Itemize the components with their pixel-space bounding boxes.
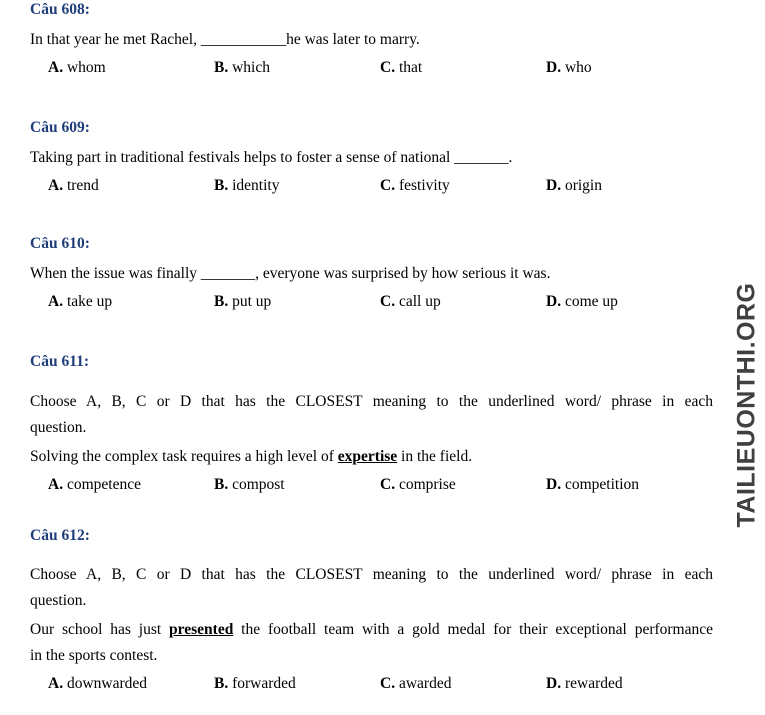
option-letter: B. xyxy=(214,675,229,692)
option-letter: A. xyxy=(48,59,64,76)
option-text: awarded xyxy=(395,675,452,692)
option-b[interactable] xyxy=(214,472,285,498)
option-a[interactable] xyxy=(48,55,106,81)
blank: _______ xyxy=(200,265,256,282)
question-612 xyxy=(30,526,713,697)
stem-text: in the field. xyxy=(397,448,473,465)
question-stem-continued: in the sports contest. xyxy=(30,647,158,664)
answer-options xyxy=(30,55,713,81)
option-text: compost xyxy=(228,476,285,493)
answer-options xyxy=(30,289,713,315)
blank: _______ xyxy=(454,149,509,166)
option-text: rewarded xyxy=(561,675,623,692)
answer-options xyxy=(30,472,713,498)
option-d[interactable] xyxy=(546,289,618,315)
option-d[interactable] xyxy=(546,472,639,498)
option-letter: B. xyxy=(214,59,229,76)
option-text: festivity xyxy=(395,177,450,194)
option-text: identity xyxy=(228,177,280,194)
option-letter: A. xyxy=(48,177,64,194)
option-letter: A. xyxy=(48,675,64,692)
option-b[interactable] xyxy=(214,173,279,199)
option-letter: C. xyxy=(380,177,396,194)
option-c[interactable] xyxy=(380,289,441,315)
stem-text: , everyone was surprised by how serious it was. xyxy=(255,265,551,282)
option-c[interactable] xyxy=(380,55,422,81)
stem-text: When the issue was finally xyxy=(30,265,201,282)
question-number: Câu 610: xyxy=(30,235,90,252)
watermark xyxy=(724,282,765,528)
option-letter: C. xyxy=(380,293,396,310)
stem-text: Solving the complex task requires a high level of xyxy=(30,448,338,465)
watermark-text: TAILIEUONTHI.ORG xyxy=(732,282,761,528)
blank: ___________ xyxy=(200,31,287,48)
underlined-word: presented xyxy=(169,621,234,638)
question-609 xyxy=(30,118,713,199)
stem-text: . xyxy=(508,149,513,166)
question-stem xyxy=(30,145,713,171)
option-letter: D. xyxy=(546,59,562,76)
option-text: competition xyxy=(561,476,639,493)
option-a[interactable] xyxy=(48,671,147,697)
stem-text: Taking part in traditional festivals helps to foster a sense of national xyxy=(30,149,455,166)
option-text: come up xyxy=(561,293,618,310)
stem-text: the football team with a gold medal for their exceptional performance xyxy=(233,621,714,638)
option-b[interactable] xyxy=(214,289,271,315)
option-text: competence xyxy=(63,476,141,493)
option-letter: D. xyxy=(546,293,562,310)
question-instruction: Choose A, B, C or D that has the CLOSEST meaning to the underlined word/ phrase in each xyxy=(30,566,713,583)
option-text: call up xyxy=(395,293,441,310)
option-letter: A. xyxy=(48,476,64,493)
option-letter: C. xyxy=(380,476,396,493)
option-c[interactable] xyxy=(380,472,456,498)
stem-text: he was later to marry. xyxy=(286,31,420,48)
option-d[interactable] xyxy=(546,55,592,81)
option-letter: D. xyxy=(546,177,562,194)
question-stem xyxy=(30,261,713,287)
option-c[interactable] xyxy=(380,173,450,199)
question-instruction: question. xyxy=(30,419,87,436)
option-b[interactable] xyxy=(214,671,296,697)
option-text: which xyxy=(228,59,270,76)
option-text: put up xyxy=(228,293,272,310)
option-text: take up xyxy=(63,293,113,310)
question-stem xyxy=(30,27,713,53)
question-stem xyxy=(30,617,713,643)
option-d[interactable] xyxy=(546,671,623,697)
option-letter: B. xyxy=(214,293,229,310)
option-d[interactable] xyxy=(546,173,602,199)
option-text: who xyxy=(561,59,592,76)
option-c[interactable] xyxy=(380,671,451,697)
answer-options xyxy=(30,671,713,697)
question-instruction: question. xyxy=(30,592,87,609)
option-text: whom xyxy=(63,59,106,76)
option-text: comprise xyxy=(395,476,456,493)
option-letter: C. xyxy=(380,675,396,692)
option-text: downwarded xyxy=(63,675,148,692)
option-a[interactable] xyxy=(48,173,99,199)
question-611 xyxy=(30,352,713,498)
question-number: Câu 612: xyxy=(30,527,90,544)
underlined-word: expertise xyxy=(337,448,398,465)
option-text: trend xyxy=(63,177,99,194)
question-610 xyxy=(30,234,713,315)
option-a[interactable] xyxy=(48,472,141,498)
stem-text: In that year he met Rachel, xyxy=(30,31,201,48)
option-letter: C. xyxy=(380,59,396,76)
option-letter: A. xyxy=(48,293,64,310)
option-a[interactable] xyxy=(48,289,112,315)
question-number: Câu 608: xyxy=(30,1,90,18)
question-stem xyxy=(30,444,713,470)
option-letter: B. xyxy=(214,476,229,493)
stem-text: Our school has just xyxy=(30,621,170,638)
question-number: Câu 609: xyxy=(30,119,90,136)
option-text: origin xyxy=(561,177,602,194)
option-letter: D. xyxy=(546,476,562,493)
question-instruction: Choose A, B, C or D that has the CLOSEST meaning to the underlined word/ phrase in each xyxy=(30,393,713,410)
option-b[interactable] xyxy=(214,55,270,81)
answer-options xyxy=(30,173,713,199)
option-text: forwarded xyxy=(228,675,296,692)
option-letter: B. xyxy=(214,177,229,194)
question-number: Câu 611: xyxy=(30,353,89,370)
option-text: that xyxy=(395,59,423,76)
question-608 xyxy=(30,0,713,81)
option-letter: D. xyxy=(546,675,562,692)
